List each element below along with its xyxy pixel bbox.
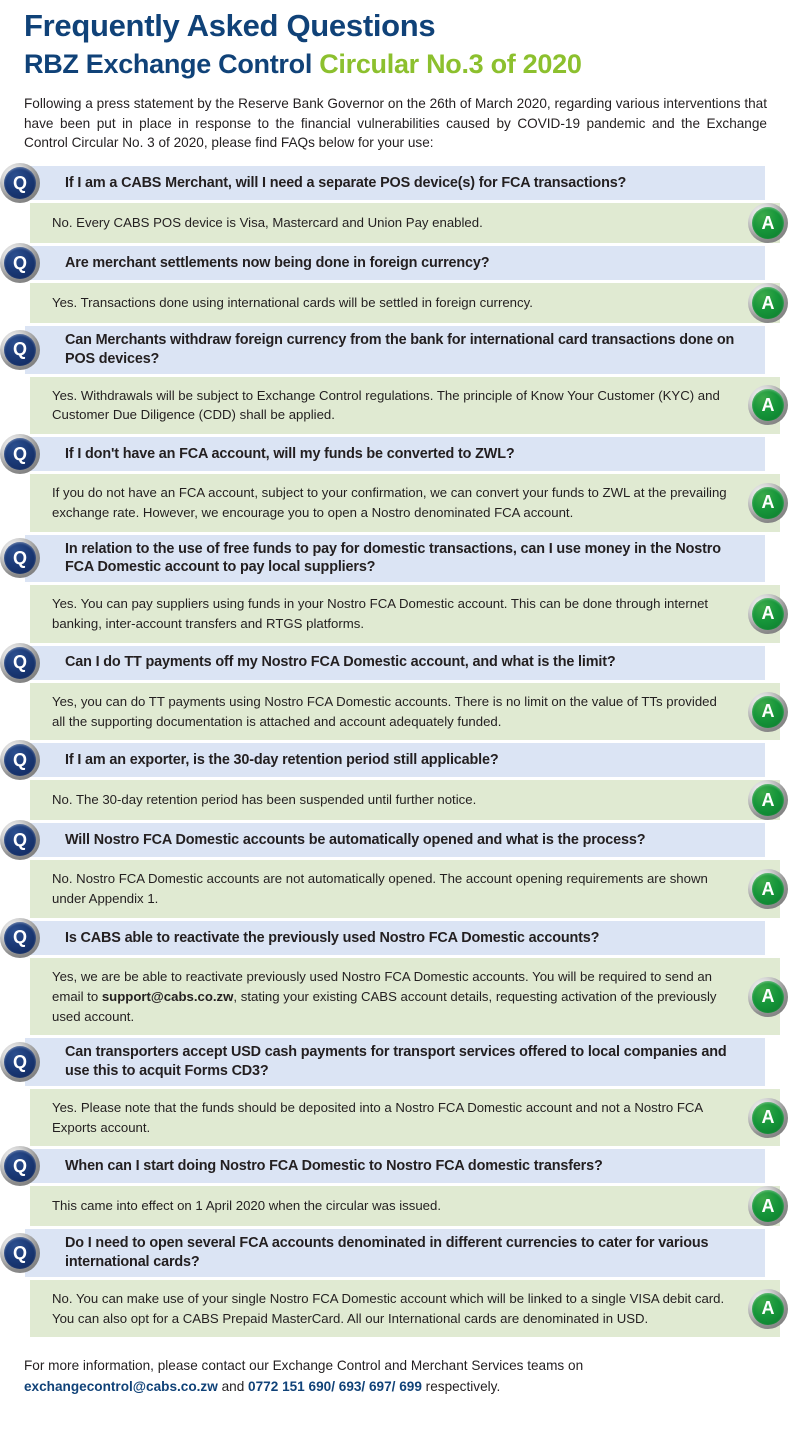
faq-answer-row — [30, 474, 780, 532]
faq-item — [0, 921, 791, 1035]
footer-line1: For more information, please contact our Exchange Control and Merchant Services teams on — [24, 1358, 584, 1374]
footer-contact — [24, 1355, 767, 1397]
faq-answer-text: No. You can make use of your single Nostro FCA Domestic account which will be linked to a single VISA debit card. You can also opt for a CABS Prepaid MasterCard. All our International cards are denominated in USD. — [52, 1290, 725, 1326]
faq-answer-email[interactable]: support@cabs.co.zw — [101, 988, 234, 1004]
answer-badge-icon — [748, 1186, 788, 1226]
page-header — [0, 0, 791, 80]
answer-badge-inner — [752, 598, 784, 630]
faq-answer-text: Yes. Transactions done using international cards will be settled in foreign currency. — [52, 295, 533, 311]
faq-item — [0, 535, 791, 643]
question-badge-glyph: Q — [12, 252, 27, 273]
answer-badge-glyph: A — [761, 603, 775, 624]
question-badge-inner — [4, 744, 36, 776]
faq-question-text: If I am a CABS Merchant, will I need a separate POS device(s) for FCA transactions? — [65, 174, 627, 191]
answer-badge-inner — [752, 981, 784, 1013]
faq-answer-row — [30, 860, 780, 918]
question-badge-glyph: Q — [12, 1242, 27, 1263]
answer-badge-icon — [748, 692, 788, 732]
question-badge-icon — [0, 243, 40, 283]
faq-question-row[interactable] — [12, 823, 765, 857]
faq-question-text: Can Merchants withdraw foreign currency from the bank for international card transactions done on POS devices? — [65, 332, 735, 367]
answer-badge-inner — [752, 696, 784, 728]
faq-answer-row — [30, 1089, 780, 1147]
question-badge-icon — [0, 643, 40, 683]
faq-question-text: If I am an exporter, is the 30-day retention period still applicable? — [65, 751, 499, 768]
question-badge-glyph: Q — [12, 1051, 27, 1072]
faq-item — [0, 743, 791, 820]
faq-item — [0, 1229, 791, 1337]
faq-item — [0, 166, 791, 243]
faq-question-text: Is CABS able to reactivate the previously used Nostro FCA Domestic accounts? — [65, 929, 600, 946]
question-badge-inner — [4, 247, 36, 279]
answer-badge-inner — [752, 1293, 784, 1325]
question-badge-inner — [4, 1150, 36, 1182]
answer-badge-glyph: A — [761, 1107, 775, 1128]
faq-item — [0, 646, 791, 741]
question-badge-inner — [4, 334, 36, 366]
faq-answer-text: No. The 30-day retention period has been suspended until further notice. — [52, 792, 477, 808]
question-badge-icon — [0, 1233, 40, 1273]
faq-item — [0, 437, 791, 532]
question-badge-inner — [4, 824, 36, 856]
answer-badge-inner — [752, 1190, 784, 1222]
question-badge-glyph: Q — [12, 652, 27, 673]
question-badge-inner — [4, 922, 36, 954]
faq-answer-row — [30, 683, 780, 741]
faq-item — [0, 246, 791, 323]
faq-item — [0, 1149, 791, 1226]
faq-answer-row — [30, 1186, 780, 1226]
faq-question-text: Are merchant settlements now being done in foreign currency? — [65, 254, 490, 271]
faq-question-row[interactable] — [12, 1149, 765, 1183]
faq-answer-row — [30, 1280, 780, 1338]
faq-item — [0, 1038, 791, 1146]
faq-question-row[interactable] — [12, 535, 765, 582]
faq-answer-text: No. Every CABS POS device is Visa, Mastercard and Union Pay enabled. — [52, 215, 483, 231]
question-badge-icon — [0, 434, 40, 474]
faq-answer-text — [52, 967, 728, 1026]
question-badge-icon — [0, 918, 40, 958]
question-badge-glyph: Q — [12, 749, 27, 770]
answer-badge-glyph: A — [761, 1298, 775, 1319]
answer-badge-glyph: A — [761, 212, 775, 233]
answer-badge-icon — [748, 385, 788, 425]
answer-badge-icon — [748, 203, 788, 243]
footer-email[interactable]: exchangecontrol@cabs.co.zw — [24, 1379, 218, 1395]
faq-question-text: When can I start doing Nostro FCA Domestic to Nostro FCA domestic transfers? — [65, 1157, 603, 1174]
question-badge-inner — [4, 438, 36, 470]
faq-list — [0, 166, 791, 1337]
footer-tail: respectively. — [421, 1379, 501, 1395]
answer-badge-inner — [752, 784, 784, 816]
answer-badge-icon — [748, 869, 788, 909]
footer-phones[interactable]: 0772 151 690/ 693/ 697/ 699 — [248, 1379, 422, 1395]
question-badge-inner — [4, 1237, 36, 1269]
answer-badge-inner — [752, 873, 784, 905]
faq-answer-row — [30, 283, 780, 323]
question-badge-glyph: Q — [12, 547, 27, 568]
answer-badge-icon — [748, 977, 788, 1017]
faq-answer-text: If you do not have an FCA account, subject to your confirmation, we can convert your funds to ZWL at the prevailing exchange rate. However, we encourage you to open a Nostro denominated FCA account. — [52, 485, 727, 520]
question-badge-glyph: Q — [12, 1155, 27, 1176]
question-badge-inner — [4, 167, 36, 199]
answer-badge-icon — [748, 1289, 788, 1329]
answer-badge-icon — [748, 780, 788, 820]
faq-answer-row — [30, 585, 780, 643]
faq-item — [0, 326, 791, 434]
faq-answer-text-post: , stating your existing CABS account details, requesting activation of the previously used account. — [52, 988, 717, 1024]
faq-answer-row — [30, 377, 780, 435]
faq-question-row[interactable] — [12, 437, 765, 471]
faq-answer-row — [30, 958, 780, 1035]
answer-badge-glyph: A — [761, 1195, 775, 1216]
faq-answer-text: This came into effect on 1 April 2020 when the circular was issued. — [52, 1198, 441, 1214]
faq-question-row[interactable] — [12, 326, 765, 373]
faq-question-row[interactable] — [12, 246, 765, 280]
answer-badge-icon — [748, 1098, 788, 1138]
intro-paragraph: Following a press statement by the Reserve Bank Governor on the 26th of March 2020, regarding various interventions that have been put in place in response to the financial vulnerabilities caused by COVID-19 pandemic and the Exchange Control Circular No. 3 of 2020, please find FAQs below for your use: — [24, 95, 767, 151]
faq-answer-text: Yes. You can pay suppliers using funds in your Nostro FCA Domestic account. This can be done through internet banking, inter-account transfers and RTGS platforms. — [52, 596, 709, 631]
question-badge-icon — [0, 330, 40, 370]
answer-badge-glyph: A — [761, 789, 775, 810]
question-badge-icon — [0, 538, 40, 578]
question-badge-icon — [0, 163, 40, 203]
question-badge-icon — [0, 1042, 40, 1082]
answer-badge-glyph: A — [761, 292, 775, 313]
answer-badge-inner — [752, 389, 784, 421]
faq-answer-text: No. Nostro FCA Domestic accounts are not automatically opened. The account opening requirements are shown under Appendix 1. — [52, 871, 708, 907]
question-badge-glyph: Q — [12, 927, 27, 948]
subtitle-lead: RBZ Exchange Control — [24, 48, 320, 79]
faq-question-text: In relation to the use of free funds to pay for domestic transactions, can I use money in the Nostro FCA Domestic account to pay local suppliers? — [65, 540, 721, 576]
question-badge-glyph: Q — [12, 443, 27, 464]
faq-question-row[interactable] — [12, 646, 765, 680]
faq-answer-text: Yes. Please note that the funds should be deposited into a Nostro FCA Domestic account and not a Nostro FCA Exports account. — [52, 1099, 703, 1135]
question-badge-inner — [4, 647, 36, 679]
question-badge-glyph: Q — [12, 172, 27, 193]
faq-question-row[interactable] — [12, 166, 765, 200]
answer-badge-glyph: A — [761, 492, 775, 513]
answer-badge-icon — [748, 483, 788, 523]
subtitle-accent: Circular No.3 of 2020 — [319, 48, 582, 79]
faq-answer-row — [30, 203, 780, 243]
answer-badge-icon — [748, 594, 788, 634]
faq-question-row[interactable] — [12, 1038, 765, 1085]
question-badge-glyph: Q — [12, 339, 27, 360]
faq-question-text: Do I need to open several FCA accounts denominated in different currencies to cater for various international cards? — [65, 1235, 709, 1271]
faq-question-text: Can I do TT payments off my Nostro FCA Domestic account, and what is the limit? — [65, 654, 616, 671]
answer-badge-glyph: A — [761, 878, 775, 899]
faq-item — [0, 823, 791, 918]
footer-conjunction: and — [217, 1379, 249, 1395]
answer-badge-glyph: A — [761, 394, 775, 415]
question-badge-inner — [4, 542, 36, 574]
faq-question-row[interactable] — [12, 1229, 765, 1276]
question-badge-inner — [4, 1046, 36, 1078]
faq-question-row[interactable] — [12, 921, 765, 955]
answer-badge-icon — [748, 283, 788, 323]
faq-answer-row — [30, 780, 780, 820]
faq-answer-text-pre: Yes, we are be able to reactivate previously used Nostro FCA Domestic accounts. You will be required to send an email to — [52, 968, 712, 1004]
faq-question-row[interactable] — [12, 743, 765, 777]
page-subtitle — [24, 48, 767, 80]
question-badge-icon — [0, 820, 40, 860]
page-title: Frequently Asked Questions — [24, 8, 436, 43]
question-badge-icon — [0, 740, 40, 780]
question-badge-icon — [0, 1146, 40, 1186]
answer-badge-glyph: A — [761, 986, 775, 1007]
answer-badge-inner — [752, 287, 784, 319]
faq-question-text: If I don't have an FCA account, will my funds be converted to ZWL? — [65, 445, 515, 462]
faq-question-text: Can transporters accept USD cash payments for transport services offered to local companies and use this to acquit Forms CD3? — [65, 1044, 727, 1080]
faq-answer-text: Yes, you can do TT payments using Nostro FCA Domestic accounts. There is no limit on the value of TTs provided all the supporting documentation is attached and account adequately funded. — [52, 693, 717, 729]
answer-badge-inner — [752, 1102, 784, 1134]
question-badge-glyph: Q — [12, 829, 27, 850]
answer-badge-glyph: A — [761, 701, 775, 722]
answer-badge-inner — [752, 487, 784, 519]
faq-question-text: Will Nostro FCA Domestic accounts be automatically opened and what is the process? — [65, 831, 646, 848]
answer-badge-inner — [752, 207, 784, 239]
faq-answer-text: Yes. Withdrawals will be subject to Exchange Control regulations. The principle of Know Your Customer (KYC) and Customer Due Diligence (CDD) shall be applied. — [52, 387, 720, 423]
